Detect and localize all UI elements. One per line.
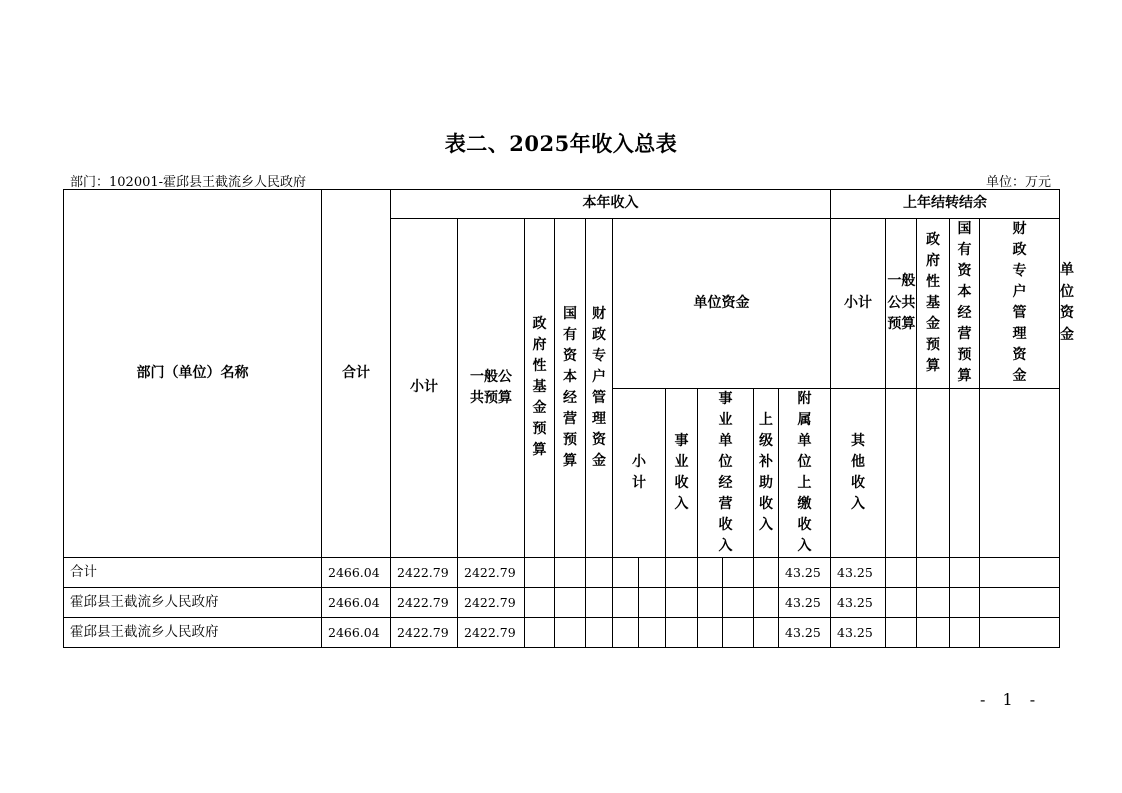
table-row (64, 588, 1060, 618)
table-row (64, 618, 1060, 648)
header-other-income: 其他收入 (831, 388, 886, 558)
header-business-unit-income: 事业单位经营收入 (698, 388, 754, 558)
header-total: 合计 (322, 190, 391, 558)
header-fiscal-special: 财政专户管理资金 (586, 219, 613, 558)
row-prev-subtotal: 43.25 (779, 558, 831, 588)
row-subtotal: 2422.79 (391, 588, 458, 618)
header-state-capital: 国有资本经营预算 (555, 219, 586, 558)
row-name: 霍邱县王截流乡人民政府 (64, 588, 322, 618)
header-prev-subtotal: 小计 (831, 219, 886, 389)
header-prev-general: 一般公共预算 (886, 219, 917, 389)
header-unit-subtotal: 小计 (613, 388, 666, 558)
row-name: 霍邱县王截流乡人民政府 (64, 618, 322, 648)
header-business-income: 事业收入 (666, 388, 698, 558)
header-blank-2 (917, 388, 950, 558)
header-general-budget: 一般公共预算 (458, 219, 525, 558)
header-blank-4 (980, 388, 1060, 558)
row-total: 2466.04 (322, 618, 391, 648)
header-prev-gov-fund: 政府性基金预算 (917, 219, 950, 389)
header-affiliate-income: 附属单位上缴收入 (779, 388, 831, 558)
row-total: 2466.04 (322, 588, 391, 618)
row-total: 2466.04 (322, 558, 391, 588)
row-prev-subtotal: 43.25 (779, 588, 831, 618)
row-prev-general: 43.25 (831, 618, 886, 648)
header-subtotal: 小计 (391, 219, 458, 558)
page-title: 表二、2025年收入总表 (444, 131, 678, 156)
row-general: 2422.79 (458, 558, 525, 588)
row-subtotal: 2422.79 (391, 618, 458, 648)
unit-label: 单位：万元 (985, 175, 1051, 190)
row-subtotal: 2422.79 (391, 558, 458, 588)
header-dept-name: 部门（单位）名称 (64, 190, 322, 558)
header-upper-subsidy: 上级补助收入 (754, 388, 779, 558)
header-prev-state-capital: 国有资本经营预算 (950, 219, 980, 389)
header-prev-carryover: 上年结转结余 (831, 190, 1060, 219)
table-row (64, 558, 1060, 588)
header-gov-fund: 政府性基金预算 (525, 219, 555, 558)
header-blank-1 (886, 388, 917, 558)
department-label: 部门：102001-霍邱县王截流乡人民政府 (70, 175, 307, 190)
header-unit-funds: 单位资金 (613, 219, 831, 389)
row-name: 合计 (64, 558, 322, 588)
header-prev-fiscal-special: 财政专户管理资金 (980, 219, 1060, 389)
header-blank-3 (950, 388, 980, 558)
row-prev-general: 43.25 (831, 588, 886, 618)
header-current-year: 本年收入 (391, 190, 831, 219)
row-prev-subtotal: 43.25 (779, 618, 831, 648)
page-number: - 1 - (980, 690, 1042, 709)
income-summary-table: 部门（单位）名称 合计 本年收入 上年结转结余 小计 一般公共预算 政府性基金预算 国有资本经营预算 财政专户管理资金 单位资金 小计 一般公共预算 政府性基金预算 国有资本经营预算 财政专户管理资金 单位资金 小计 事业收入 事业单位经营收入 上级补助收入 附属单位上缴收入 其他收入 合计 2466.04 2422.79 2422.79 43.25 43.25 霍邱县王截流乡人民政府 2466.04 2422.79 2422.79 43.25 43.25 霍邱县王截流乡人民政府 2466.04 2422.79 2422.79 43.25 43.25 (63, 189, 1060, 648)
row-general: 2422.79 (458, 618, 525, 648)
row-prev-general: 43.25 (831, 558, 886, 588)
row-general: 2422.79 (458, 588, 525, 618)
